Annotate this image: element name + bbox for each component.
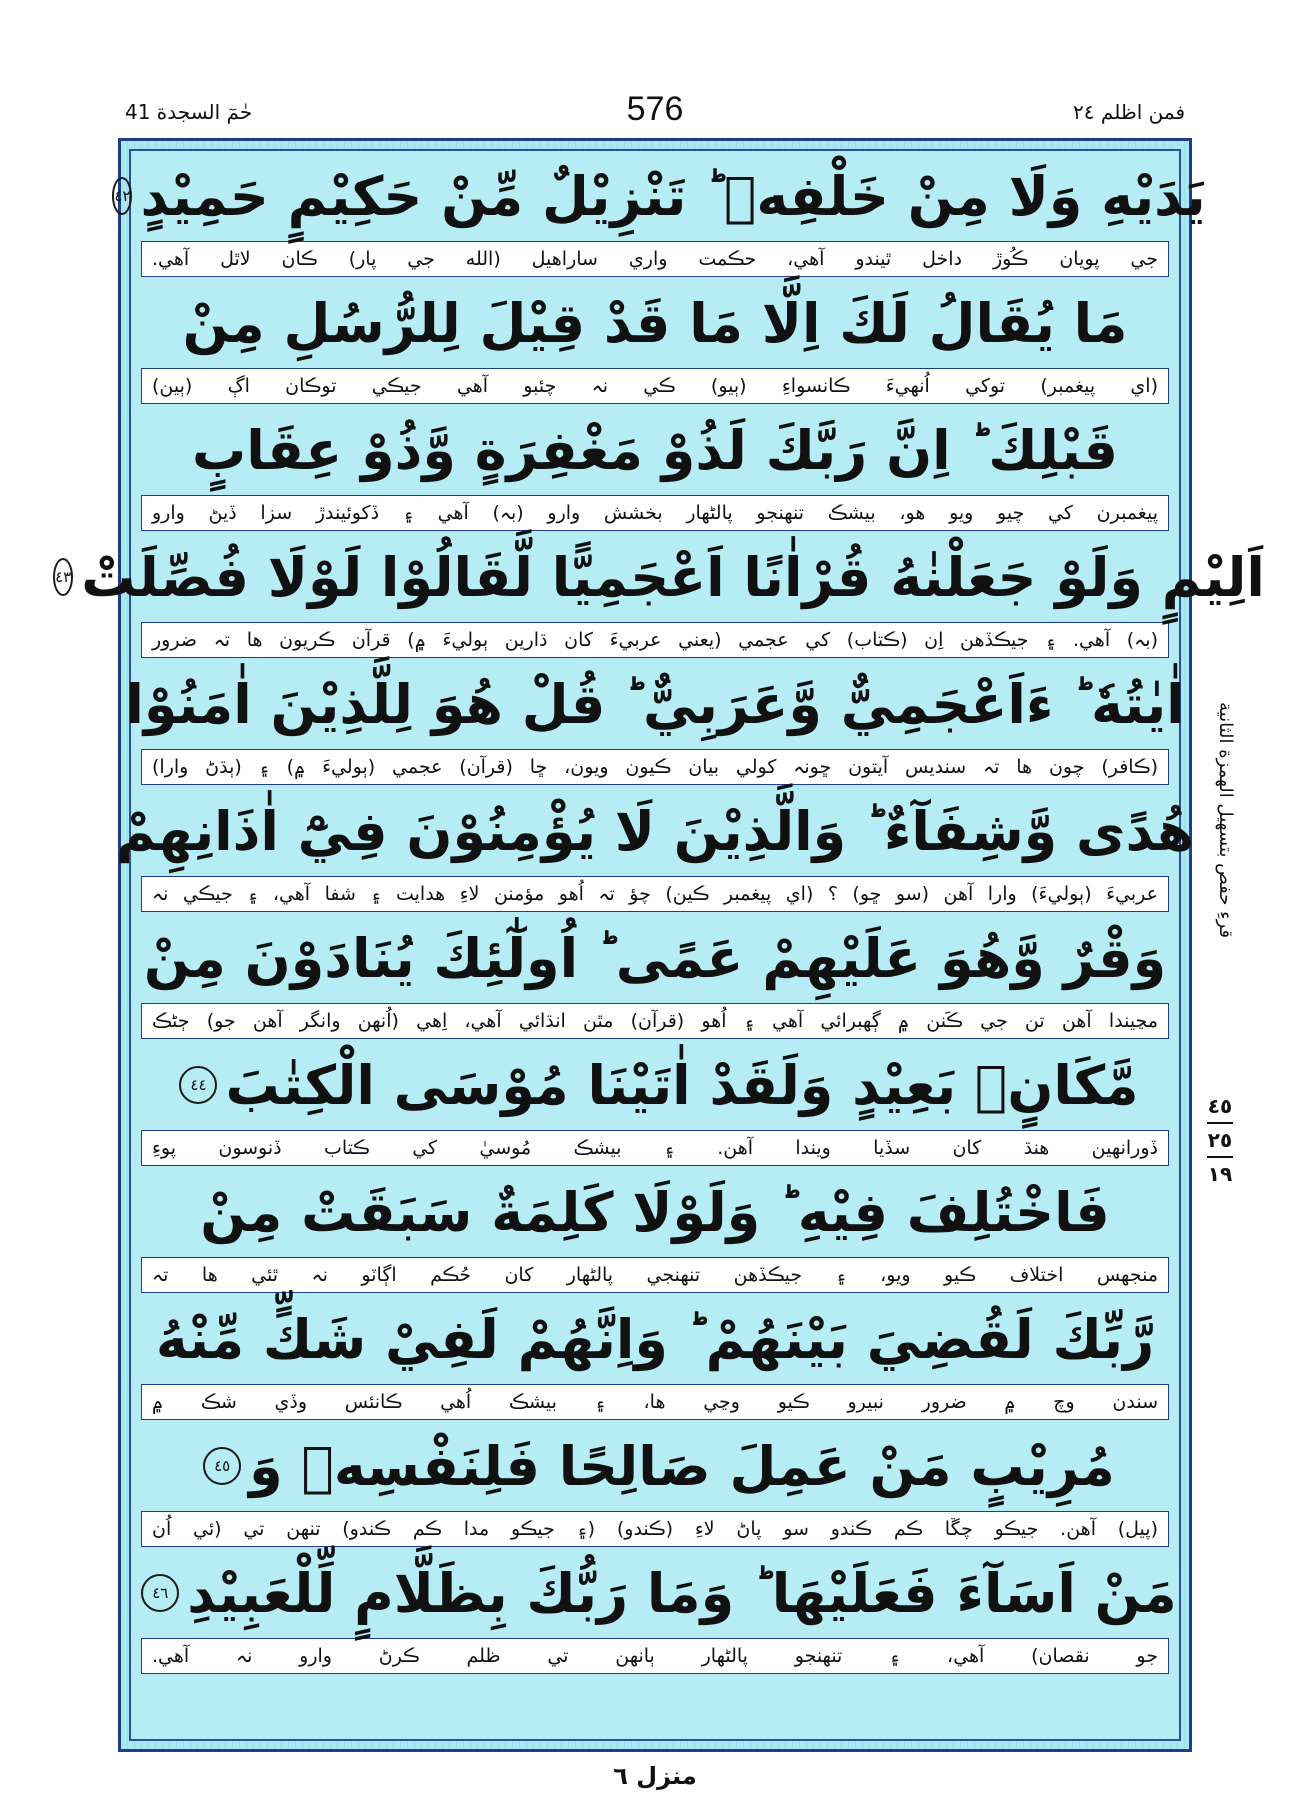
sindhi-translation: مڃيندا آهن تن جي ڪَنن ۾ ڳهبرائي آهي ۽ اُهو (قرآن) مٿن انڌائي آهي، اِهي (اُنهن وانگر آهن جو) ڄڻڪ <box>141 1003 1169 1039</box>
arabic-verse-text: قَبْلِكَ ؕ اِنَّ رَبَّكَ لَذُوْ مَغْفِرَةٍ وَّذُوْ عِقَابٍ <box>192 418 1118 482</box>
surah-name: حٰمٓ السجدة 41 <box>125 100 253 124</box>
verse-line <box>131 1294 1179 1420</box>
juz-name: فمن اظلم ٢٤ <box>1073 100 1185 124</box>
verse-line <box>131 278 1179 404</box>
arabic-verse-text: مَنْ اَسَآءَ فَعَلَيْهَا ؕ وَمَا رَبُّكَ بِظَلَّامٍ لِّلْعَبِيْدِ ٤٦ <box>131 1548 1179 1638</box>
sindhi-translation: (پيل) آهن. جيڪو چڱا ڪم ڪندو سو پاڻ لاءِ (ڪندو) (۽ جيڪو مدا ڪم ڪندو) تنهن تي (ئي اُن <box>141 1511 1169 1547</box>
arabic-verse-text: هُدًى وَّشِفَآءٌ ؕ وَالَّذِيْنَ لَا يُؤْمِنُوْنَ فِيْٓ اٰذَانِهِمْ <box>115 799 1195 863</box>
verse-line <box>131 405 1179 531</box>
verse-line <box>114 151 1206 277</box>
ayah-number-marker: ٤٦ <box>141 1574 179 1612</box>
arabic-verse-text: مَا يُقَالُ لَكَ اِلَّا مَا قَدْ قِيْلَ لِلرُّسُلِ مِنْ <box>182 291 1128 355</box>
sindhi-translation: پيغمبرن کي چيو ويو هو، بيشڪ تنهنجو پالڻهار بخشش وارو (بہ) آهي ۽ ڏکوئيندڙ سزا ڏيڻ وارو <box>141 495 1169 531</box>
arabic-verse-text: اَلِيْمٍ وَلَوْ جَعَلْنٰهُ قُرْاٰنًا اَعْجَمِيًّا لَّقَالُوْا لَوْلَا فُصِّلَتْ ٤٣ <box>55 545 1265 609</box>
arabic-verse-text: مُرِيْبٍ مَنْ عَمِلَ صَالِحًا فَلِنَفْسِهٖ وَ ٤٥ <box>131 1421 1179 1511</box>
arabic-verse-text: يَدَيْهِ وَلَا مِنْ خَلْفِهٖ ؕ تَنْزِيْلٌ مِّنْ حَكِيْمٍ حَمِيْدٍ ٤٢ <box>114 164 1206 228</box>
ayah-number-marker: ٤٤ <box>179 1066 217 1104</box>
qiraat-side-note: قرءِ حفص بتسهيل الهمزة الثانية <box>1215 701 1236 939</box>
sindhi-translation: (ڪافر) چون ها تہ سنديس آيتون ڇونہ کولي بيان ڪيون ويون، ڇا (قرآن) عجمي (ٻوليءَ ۾) ۽ (ٻڌڻ وارا) <box>141 749 1169 785</box>
arabic-verse-text: اٰيٰتُهٗ ؕ ءَاَعْجَمِيٌّ وَّعَرَبِيٌّ ؕ قُلْ هُوَ لِلَّذِيْنَ اٰمَنُوْا <box>125 672 1185 736</box>
ruku-marker <box>1200 1080 1240 1200</box>
verse-line <box>125 659 1185 785</box>
verse-line <box>115 786 1195 912</box>
verse-line <box>55 532 1265 658</box>
ruku-bottom: ١٩ <box>1207 1162 1233 1186</box>
manzil-footer: منزل ٦ <box>613 1762 697 1790</box>
verse-line <box>131 1548 1179 1674</box>
sindhi-translation: عربيءَ (ٻوليءَ) وارا آهن (سو ڇو) ؟ (اي پيغمبر ڪين) چؤ تہ اُهو مؤمنن لاءِ هدايت ۽ شفا آهي، ۽ جيڪي نہ <box>141 876 1169 912</box>
arabic-verse-text: مَّكَانٍۭ بَعِيْدٍ وَلَقَدْ اٰتَيْنَا مُوْسَى الْكِتٰبَ ٤٤ <box>131 1040 1179 1130</box>
ruku-top: ٤٥ <box>1207 1094 1233 1118</box>
ayah-number-marker: ٤٥ <box>203 1447 241 1485</box>
ayah-number-marker: ٤٣ <box>53 558 73 596</box>
sindhi-translation: (اي پيغمبر) توکي اُنهيءَ ڪانسواءِ (ٻيو) ڪي نہ چئبو آهي جيڪي توڪان اڳ (ٻين) <box>141 368 1169 404</box>
sindhi-translation: سندن وچ ۾ ضرور نبيرو ڪيو وڃي ها، ۽ بيشڪ اُهي ڪانئس وڏي شڪ ۾ <box>141 1384 1169 1420</box>
sindhi-translation: جي پويان ڪُوڙ داخل ٿيندو آهي، حڪمت واري ساراهيل (الله جي پار) ڪان لاٿل آهي. <box>141 241 1169 277</box>
sindhi-translation: منجهس اختلاف ڪيو ويو، ۽ جيڪڏهن تنهنجي پالڻهار کان حُڪم اڳاٽو نہ ٿئي ها تہ <box>141 1257 1169 1293</box>
arabic-verse-text: فَاخْتُلِفَ فِيْهِ ؕ وَلَوْلَا كَلِمَةٌ سَبَقَتْ مِنْ <box>200 1180 1110 1244</box>
ayah-number-marker: ٤٢ <box>112 177 132 215</box>
verse-line <box>131 1040 1179 1166</box>
verse-line <box>131 913 1179 1039</box>
page-number: 576 <box>626 90 684 128</box>
arabic-verse-text: وَقْرٌ وَّهُوَ عَلَيْهِمْ عَمًى ؕ اُولٰٓئِكَ يُنَادَوْنَ مِنْ <box>143 926 1167 990</box>
sindhi-translation: (بہ) آهي. ۽ جيڪڏهن اِن (ڪتاب) کي عجمي (يعني عربيءَ کان ڌارين ٻوليءَ ۾) قرآن ڪريون ها تہ ضرور <box>141 622 1169 658</box>
arabic-verse-text: رَّبِّكَ لَقُضِيَ بَيْنَهُمْ ؕ وَاِنَّهُمْ لَفِيْ شَكٍّ مِّنْهُ <box>155 1307 1155 1371</box>
ruku-middle: ٢٥ <box>1207 1128 1233 1152</box>
sindhi-translation: ڏورانهين هنڌ کان سڏيا ويندا آهن. ۽ بيشڪ مُوسيٰ کي ڪتاب ڏنوسون پوءِ <box>141 1130 1169 1166</box>
verse-line <box>131 1421 1179 1547</box>
verse-line <box>131 1167 1179 1293</box>
page-header <box>125 90 1185 136</box>
sindhi-translation: جو نقصان) آهي، ۽ تنهنجو پالڻهار ٻانهن تي ظلم ڪرڻ وارو نہ آهي. <box>141 1638 1169 1674</box>
